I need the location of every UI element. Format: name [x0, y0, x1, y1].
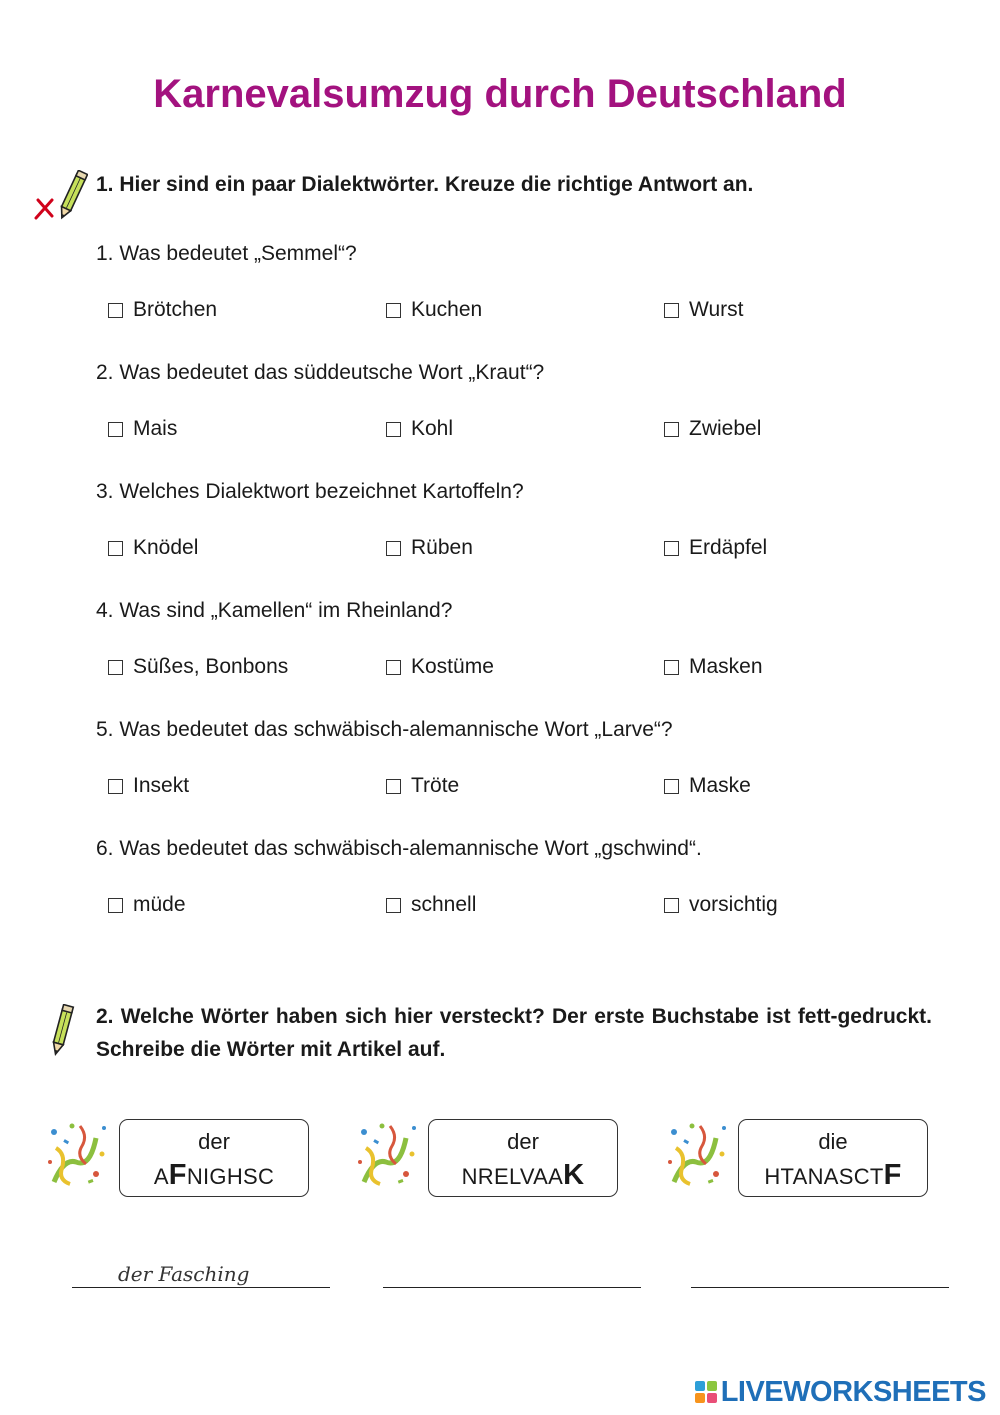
checkbox[interactable] — [386, 303, 401, 318]
option-6-1[interactable] — [108, 893, 186, 917]
option-2-2[interactable] — [386, 417, 453, 441]
option-1-3[interactable] — [664, 298, 743, 322]
question-4: 4. Was sind „Kamellen“ im Rheinland? — [96, 599, 453, 622]
scrambled-word-box-1 — [119, 1119, 309, 1197]
liveworksheets-logo — [695, 1376, 986, 1408]
option-3-2[interactable] — [386, 536, 473, 560]
checkbox[interactable] — [108, 422, 123, 437]
page-title: Karnevalsumzug durch Deutschland — [153, 72, 847, 116]
checkbox[interactable] — [386, 660, 401, 675]
checkbox[interactable] — [108, 303, 123, 318]
confetti-icon — [356, 1118, 418, 1190]
option-2-1[interactable] — [108, 417, 177, 441]
scrambled-word: AFNIGHSC — [153, 1159, 275, 1191]
option-label: Knödel — [133, 536, 199, 559]
option-5-2[interactable] — [386, 774, 459, 798]
checkbox[interactable] — [386, 422, 401, 437]
confetti-icon — [46, 1118, 108, 1190]
option-label: Zwiebel — [689, 417, 762, 440]
word-article: der — [507, 1129, 539, 1154]
option-label: Rüben — [411, 536, 473, 559]
option-label: Kuchen — [411, 298, 483, 321]
checkbox[interactable] — [108, 779, 123, 794]
logo-text: LIVEWORKSHEETS — [720, 1375, 986, 1408]
option-1-1[interactable] — [108, 298, 217, 322]
logo-mark-icon — [695, 1381, 717, 1403]
checkbox[interactable] — [386, 898, 401, 913]
option-4-1[interactable] — [108, 655, 288, 679]
option-6-2[interactable] — [386, 893, 476, 917]
task2-heading: 2. Welche Wörter haben sich hier versteckt? Der erste Buchstabe ist fett-gedruckt. Schreibe die Wörter mit Artikel auf. — [96, 1005, 932, 1061]
option-label: Tröte — [411, 774, 460, 797]
option-label: Insekt — [133, 774, 190, 797]
option-3-1[interactable] — [108, 536, 198, 560]
option-5-3[interactable] — [664, 774, 751, 798]
question-6: 6. Was bedeutet das schwäbisch-alemannische Wort „gschwind“. — [96, 837, 702, 860]
option-4-2[interactable] — [386, 655, 494, 679]
option-label: Kohl — [411, 417, 454, 440]
scrambled-word: NRELVAAK — [461, 1159, 585, 1191]
pencil-icon — [44, 1004, 80, 1060]
pencil-check-icon — [32, 170, 88, 226]
question-1: 1. Was bedeutet „Semmel“? — [96, 242, 357, 265]
scrambled-word-box-2 — [428, 1119, 618, 1197]
checkbox[interactable] — [386, 779, 401, 794]
confetti-icon — [666, 1118, 728, 1190]
checkbox[interactable] — [664, 541, 679, 556]
question-3: 3. Welches Dialektwort bezeichnet Kartoffeln? — [96, 480, 524, 503]
option-3-3[interactable] — [664, 536, 767, 560]
option-label: müde — [133, 893, 186, 916]
option-6-3[interactable] — [664, 893, 778, 917]
option-label: vorsichtig — [689, 893, 778, 916]
scrambled-word: HTANASCTF — [764, 1159, 902, 1191]
checkbox[interactable] — [664, 779, 679, 794]
option-2-3[interactable] — [664, 417, 761, 441]
checkbox[interactable] — [108, 541, 123, 556]
option-label: Mais — [133, 417, 178, 440]
option-1-2[interactable] — [386, 298, 482, 322]
answer-input-3[interactable] — [691, 1260, 949, 1288]
question-5: 5. Was bedeutet das schwäbisch-alemannische Wort „Larve“? — [96, 718, 673, 741]
option-label: Masken — [689, 655, 763, 678]
question-2: 2. Was bedeutet das süddeutsche Wort „Kraut“? — [96, 361, 545, 384]
option-label: schnell — [411, 893, 477, 916]
option-label: Kostüme — [411, 655, 494, 678]
checkbox[interactable] — [664, 422, 679, 437]
checkbox[interactable] — [108, 660, 123, 675]
option-label: Maske — [689, 774, 751, 797]
option-label: Brötchen — [133, 298, 218, 321]
option-label: Erdäpfel — [689, 536, 768, 559]
answer-input-2[interactable] — [383, 1260, 641, 1288]
checkbox[interactable] — [108, 898, 123, 913]
option-4-3[interactable] — [664, 655, 763, 679]
answer-input-1[interactable] — [72, 1260, 330, 1288]
checkbox[interactable] — [664, 303, 679, 318]
option-5-1[interactable] — [108, 774, 189, 798]
word-article: der — [198, 1129, 230, 1154]
checkbox[interactable] — [664, 660, 679, 675]
scrambled-word-box-3 — [738, 1119, 928, 1197]
task1-heading: 1. Hier sind ein paar Dialektwörter. Kreuze die richtige Antwort an. — [96, 173, 754, 196]
option-label: Wurst — [689, 298, 744, 321]
checkbox[interactable] — [664, 898, 679, 913]
option-label: Süßes, Bonbons — [133, 655, 289, 678]
checkbox[interactable] — [386, 541, 401, 556]
word-article: die — [818, 1129, 848, 1154]
